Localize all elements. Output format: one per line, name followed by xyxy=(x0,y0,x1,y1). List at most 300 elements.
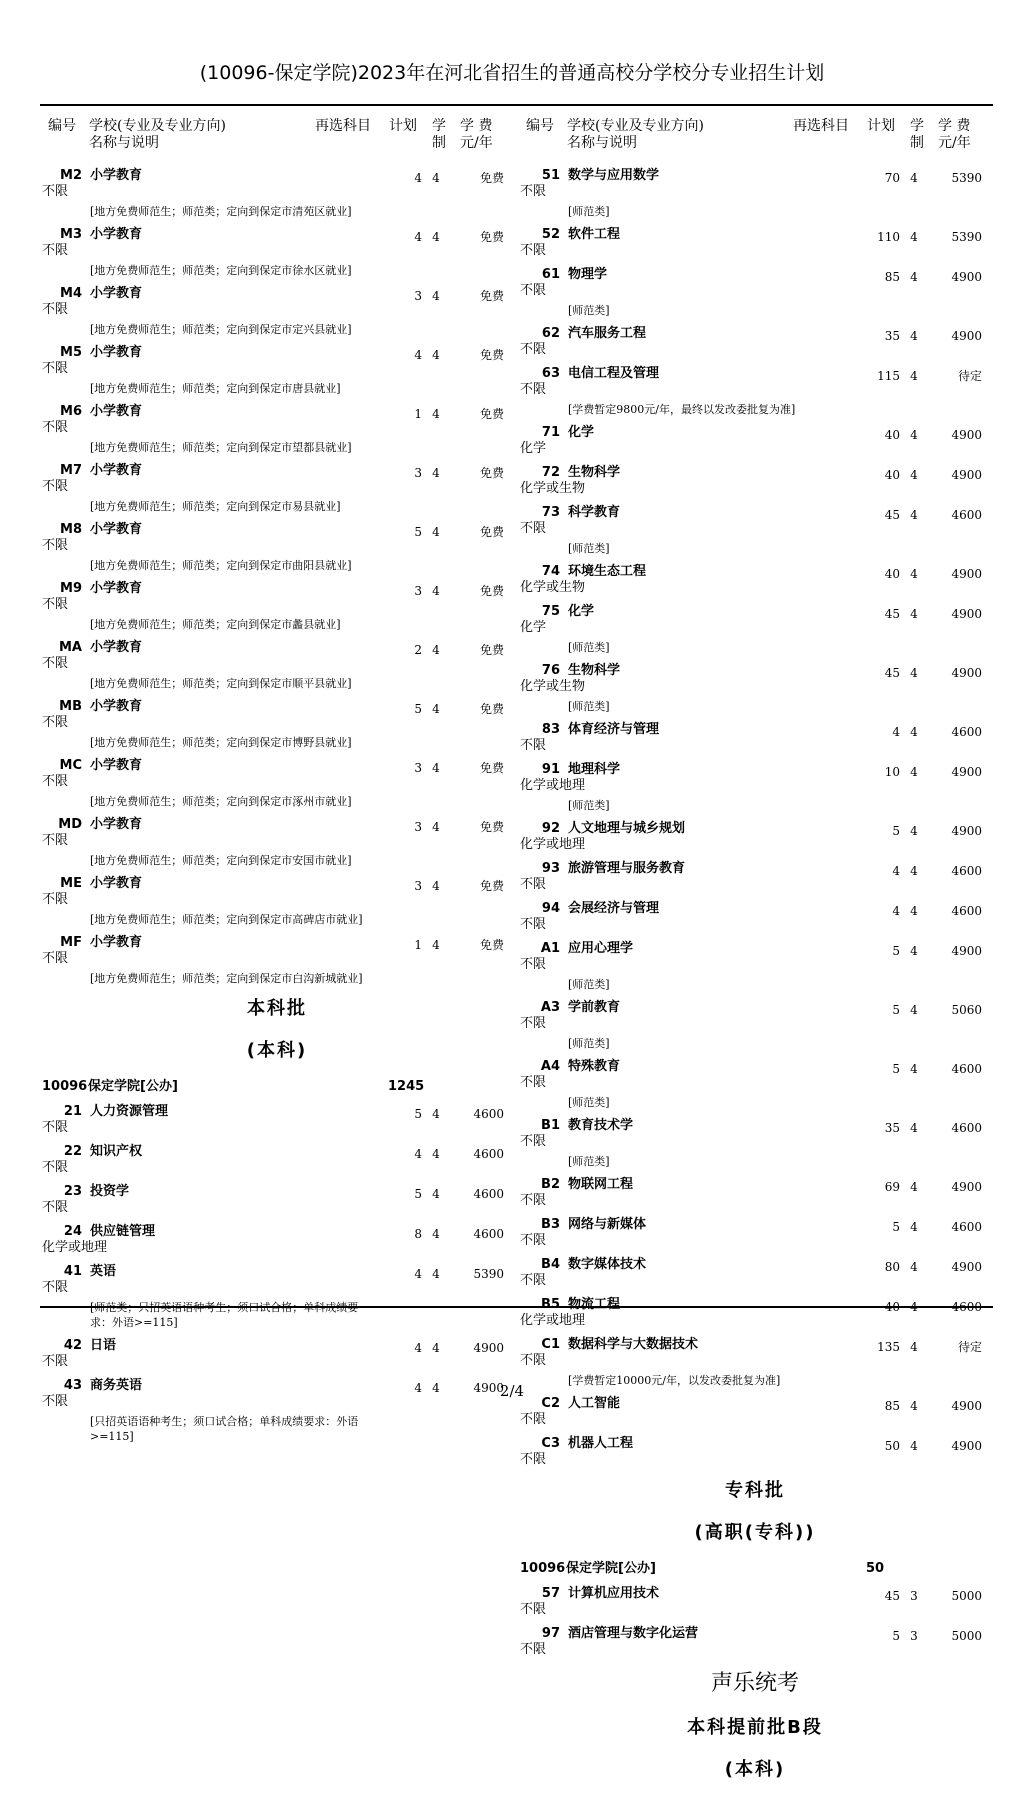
subject-requirement: 不限 xyxy=(520,1193,547,1208)
plan-count: 85 xyxy=(884,1399,900,1413)
page-number: 2/4 xyxy=(499,1382,525,1400)
left-column xyxy=(42,114,512,1452)
row-number: B5 xyxy=(541,1297,560,1312)
tuition-fee: 免费 xyxy=(479,702,504,716)
school-years: 4 xyxy=(432,348,440,362)
plan-count: 4 xyxy=(414,1381,422,1395)
tuition-fee: 4900 xyxy=(951,666,982,680)
row-number: M9 xyxy=(60,581,82,596)
subject-requirement: 不限 xyxy=(42,1280,69,1295)
table-row xyxy=(520,465,990,497)
school-years: 4 xyxy=(910,765,918,779)
tuition-fee: 4600 xyxy=(951,1062,982,1076)
row-number: 74 xyxy=(541,564,560,579)
subject-requirement: 不限 xyxy=(520,1075,547,1090)
major-name: 小学教育 xyxy=(90,522,143,537)
plan-count: 4 xyxy=(414,171,422,185)
table-row xyxy=(520,901,990,933)
row-number: A3 xyxy=(540,1000,560,1015)
row-number: 52 xyxy=(541,227,560,242)
tuition-fee: 5000 xyxy=(951,1589,982,1603)
subject-requirement: 不限 xyxy=(520,1353,547,1368)
major-name: 小学教育 xyxy=(90,699,143,714)
tuition-fee: 5390 xyxy=(951,171,982,185)
table-row xyxy=(42,758,512,809)
tuition-fee: 免费 xyxy=(479,584,504,598)
row-number: MF xyxy=(60,935,82,950)
school-years: 4 xyxy=(910,171,918,185)
school-years: 4 xyxy=(432,1381,440,1395)
school-years: 4 xyxy=(432,1107,440,1121)
plan-count: 45 xyxy=(884,1589,900,1603)
school-years: 4 xyxy=(910,944,918,958)
major-name: 商务英语 xyxy=(90,1378,143,1393)
table-row xyxy=(42,168,512,219)
row-number: 76 xyxy=(541,663,560,678)
school-years: 4 xyxy=(910,468,918,482)
plan-count: 5 xyxy=(414,525,422,539)
plan-count: 5 xyxy=(892,1629,900,1643)
major-name: 小学教育 xyxy=(90,286,143,301)
major-note: [师范类] xyxy=(568,978,610,991)
major-note: [师范类] xyxy=(568,542,610,555)
major-name: 日语 xyxy=(90,1338,117,1353)
subject-requirement: 化学 xyxy=(520,620,547,635)
school-years: 4 xyxy=(432,289,440,303)
subject-requirement: 不限 xyxy=(42,892,69,907)
major-name: 小学教育 xyxy=(90,227,143,242)
subject-requirement: 不限 xyxy=(42,715,69,730)
major-name: 网络与新媒体 xyxy=(568,1217,647,1232)
institution-total: 50 xyxy=(866,1561,885,1576)
plan-count: 115 xyxy=(877,369,900,383)
row-number: M4 xyxy=(60,286,82,301)
subject-requirement: 不限 xyxy=(520,1273,547,1288)
table-row xyxy=(42,699,512,750)
plan-count: 40 xyxy=(884,567,900,581)
tuition-fee: 4600 xyxy=(951,864,982,878)
major-name: 特殊教育 xyxy=(568,1059,621,1074)
subject-requirement: 不限 xyxy=(520,1233,547,1248)
tuition-fee: 4900 xyxy=(951,1260,982,1274)
major-note: [师范类] xyxy=(568,799,610,812)
plan-count: 80 xyxy=(884,1260,900,1274)
school-years: 4 xyxy=(910,607,918,621)
school-years: 4 xyxy=(432,171,440,185)
subject-requirement: 不限 xyxy=(520,917,547,932)
table-row xyxy=(520,1217,990,1249)
school-years: 4 xyxy=(432,702,440,716)
major-note: [师范类] xyxy=(568,304,610,317)
row-number: 63 xyxy=(541,366,560,381)
plan-count: 4 xyxy=(892,904,900,918)
row-number: M7 xyxy=(60,463,82,478)
plan-count: 4 xyxy=(414,1341,422,1355)
major-note: [地方免费师范生；师范类；定向到保定市蠡县就业] xyxy=(90,618,341,631)
major-name: 地理科学 xyxy=(568,762,621,777)
header-fee: 学 费 元/年 xyxy=(460,118,493,151)
subject-requirement: 不限 xyxy=(520,877,547,892)
plan-count: 70 xyxy=(884,171,900,185)
table-row xyxy=(520,861,990,893)
header-no: 编号 xyxy=(48,118,76,134)
header-no: 编号 xyxy=(526,118,554,134)
plan-count: 10 xyxy=(884,765,900,779)
plan-count: 5 xyxy=(414,1187,422,1201)
subject-requirement: 化学或生物 xyxy=(520,580,586,595)
school-years: 4 xyxy=(432,879,440,893)
subject-requirement: 不限 xyxy=(42,479,69,494)
major-note: [地方免费师范生；师范类；定向到保定市望都县就业] xyxy=(90,441,352,454)
row-number: M8 xyxy=(60,522,82,537)
table-row xyxy=(520,267,990,318)
tuition-fee: 4900 xyxy=(951,765,982,779)
plan-count: 5 xyxy=(892,824,900,838)
tuition-fee: 免费 xyxy=(479,879,504,893)
school-years: 4 xyxy=(432,938,440,952)
table-row xyxy=(42,522,512,573)
row-number: M6 xyxy=(60,404,82,419)
institution-name: 保定学院[公办] xyxy=(88,1079,178,1094)
table-header xyxy=(520,114,990,168)
school-years: 4 xyxy=(432,1187,440,1201)
subject-requirement: 不限 xyxy=(520,1642,547,1657)
major-name: 学前教育 xyxy=(568,1000,621,1015)
school-years: 4 xyxy=(910,1439,918,1453)
subject-requirement: 不限 xyxy=(520,382,547,397)
subject-requirement: 不限 xyxy=(42,420,69,435)
school-years: 4 xyxy=(910,1340,918,1354)
table-row xyxy=(42,1338,512,1370)
major-note: [师范类] xyxy=(568,205,610,218)
plan-count: 1 xyxy=(414,407,422,421)
table-row xyxy=(520,425,990,457)
table-row xyxy=(520,1297,990,1329)
row-number: 75 xyxy=(541,604,560,619)
major-name: 小学教育 xyxy=(90,758,143,773)
table-row xyxy=(520,326,990,358)
institution-code: 10096 xyxy=(42,1079,88,1094)
major-note: [地方免费师范生；师范类；定向到保定市易县就业] xyxy=(90,500,341,513)
tuition-fee: 待定 xyxy=(957,1340,982,1354)
plan-count: 2 xyxy=(414,643,422,657)
plan-count: 3 xyxy=(414,879,422,893)
plan-count: 45 xyxy=(884,666,900,680)
table-row xyxy=(42,1144,512,1176)
subject-requirement: 不限 xyxy=(520,1452,547,1467)
table-row xyxy=(42,227,512,278)
tuition-fee: 4600 xyxy=(473,1107,504,1121)
batch-type: (本科) xyxy=(724,1759,786,1780)
row-number: 93 xyxy=(541,861,560,876)
major-note: [师范类] xyxy=(568,700,610,713)
table-row xyxy=(520,1586,990,1618)
row-number: 43 xyxy=(63,1378,82,1393)
major-name: 生物科学 xyxy=(568,663,621,678)
major-name: 软件工程 xyxy=(568,227,621,242)
plan-count: 8 xyxy=(414,1227,422,1241)
school-years: 4 xyxy=(910,1121,918,1135)
school-years: 3 xyxy=(910,1629,918,1643)
row-number: 91 xyxy=(541,762,560,777)
table-row xyxy=(42,1104,512,1136)
table-row xyxy=(42,876,512,927)
tuition-fee: 免费 xyxy=(479,466,504,480)
subject-requirement: 不限 xyxy=(520,957,547,972)
plan-count: 5 xyxy=(414,1107,422,1121)
subject-requirement: 不限 xyxy=(42,597,69,612)
table-row xyxy=(520,1337,990,1388)
bottom-rule xyxy=(40,1306,993,1308)
major-note: [只招英语语种考生；须口试合格；单科成绩要求：外语>=115] xyxy=(90,1415,359,1443)
school-years: 4 xyxy=(910,1180,918,1194)
plan-count: 45 xyxy=(884,607,900,621)
tuition-fee: 免费 xyxy=(479,171,504,185)
tuition-fee: 4900 xyxy=(951,270,982,284)
table-row xyxy=(520,1396,990,1428)
table-row xyxy=(42,404,512,455)
table-row xyxy=(520,821,990,853)
table-row xyxy=(520,366,990,417)
major-name: 供应链管理 xyxy=(90,1224,156,1239)
school-years: 4 xyxy=(910,1399,918,1413)
plan-count: 5 xyxy=(892,1220,900,1234)
major-name: 化学 xyxy=(568,604,595,619)
row-number: A4 xyxy=(540,1059,560,1074)
tuition-fee: 4900 xyxy=(951,824,982,838)
tuition-fee: 4600 xyxy=(951,1121,982,1135)
batch-title: 本科提前批B段 xyxy=(687,1717,823,1738)
plan-count: 110 xyxy=(877,230,900,244)
school-years: 4 xyxy=(432,525,440,539)
plan-count: 35 xyxy=(884,329,900,343)
page-title: (10096-保定学院)2023年在河北省招生的普通高校分学校分专业招生计划 xyxy=(199,62,825,84)
plan-count: 135 xyxy=(877,1340,900,1354)
table-row xyxy=(42,1224,512,1256)
subject-requirement: 不限 xyxy=(42,774,69,789)
row-number: 22 xyxy=(63,1144,82,1159)
tuition-fee: 4900 xyxy=(951,1180,982,1194)
major-name: 电信工程及管理 xyxy=(568,366,660,381)
major-name: 计算机应用技术 xyxy=(568,1586,660,1601)
major-name: 会展经济与管理 xyxy=(568,901,660,916)
row-number: MC xyxy=(59,758,82,773)
major-name: 环境生态工程 xyxy=(568,564,647,579)
school-years: 4 xyxy=(910,864,918,878)
row-number: A1 xyxy=(540,941,560,956)
major-note: [地方免费师范生；师范类；定向到保定市曲阳县就业] xyxy=(90,559,352,572)
school-years: 4 xyxy=(432,1147,440,1161)
major-note: [地方免费师范生；师范类；定向到保定市博野县就业] xyxy=(90,736,352,749)
major-note: [学费暂定10000元/年，以发改委批复为准] xyxy=(568,1374,781,1387)
row-number: B1 xyxy=(541,1118,560,1133)
school-years: 4 xyxy=(910,369,918,383)
plan-count: 3 xyxy=(414,584,422,598)
header-plan: 计划 xyxy=(867,118,895,134)
row-number: 94 xyxy=(541,901,560,916)
major-name: 旅游管理与服务教育 xyxy=(568,861,686,876)
plan-count: 3 xyxy=(414,466,422,480)
row-number: 41 xyxy=(63,1264,82,1279)
plan-count: 5 xyxy=(892,1003,900,1017)
major-note: [地方免费师范生；师范类；定向到保定市高碑店市就业] xyxy=(90,913,363,926)
major-name: 物流工程 xyxy=(568,1297,621,1312)
major-name: 体育经济与管理 xyxy=(568,722,660,737)
row-number: B2 xyxy=(541,1177,560,1192)
tuition-fee: 4600 xyxy=(951,1220,982,1234)
tuition-fee: 免费 xyxy=(479,938,504,952)
plan-count: 4 xyxy=(892,864,900,878)
subject-requirement: 不限 xyxy=(520,1016,547,1031)
tuition-fee: 免费 xyxy=(479,820,504,834)
subject-requirement: 不限 xyxy=(42,243,69,258)
row-number: 51 xyxy=(541,168,560,183)
table-row xyxy=(42,286,512,337)
subject-requirement: 化学 xyxy=(520,441,547,456)
plan-count: 3 xyxy=(414,820,422,834)
school-years: 4 xyxy=(910,824,918,838)
major-name: 人力资源管理 xyxy=(90,1104,169,1119)
major-name: 小学教育 xyxy=(90,168,143,183)
table-row xyxy=(42,640,512,691)
table-row xyxy=(520,663,990,714)
subject-requirement: 化学或地理 xyxy=(520,837,586,852)
school-years: 4 xyxy=(910,1220,918,1234)
plan-count: 50 xyxy=(884,1439,900,1453)
major-name: 汽车服务工程 xyxy=(568,326,647,341)
major-name: 人文地理与城乡规划 xyxy=(568,821,686,836)
tuition-fee: 免费 xyxy=(479,761,504,775)
row-number: 24 xyxy=(63,1224,82,1239)
row-number: 97 xyxy=(541,1626,560,1641)
major-name: 数学与应用数学 xyxy=(568,168,660,183)
school-years: 4 xyxy=(910,270,918,284)
school-years: 4 xyxy=(910,904,918,918)
school-years: 4 xyxy=(432,466,440,480)
row-number: C3 xyxy=(541,1436,560,1451)
tuition-fee: 4600 xyxy=(951,725,982,739)
tuition-fee: 免费 xyxy=(479,289,504,303)
plan-count: 45 xyxy=(884,508,900,522)
tuition-fee: 4900 xyxy=(473,1381,504,1395)
tuition-fee: 免费 xyxy=(479,348,504,362)
major-note: [地方免费师范生；师范类；定向到保定市安国市就业] xyxy=(90,854,352,867)
major-note: [地方免费师范生；师范类；定向到保定市徐水区就业] xyxy=(90,264,352,277)
school-years: 4 xyxy=(910,230,918,244)
subject-requirement: 不限 xyxy=(42,1394,69,1409)
subject-requirement: 化学或生物 xyxy=(520,679,586,694)
row-number: MA xyxy=(59,640,82,655)
right-rows xyxy=(520,168,990,1468)
subject-requirement: 不限 xyxy=(42,1120,69,1135)
major-note: [师范类；只招英语语种考生；须口试合格；单科成绩要求：外语>=115] xyxy=(90,1301,359,1329)
subject-requirement: 不限 xyxy=(42,656,69,671)
row-number: 72 xyxy=(541,465,560,480)
table-row xyxy=(42,817,512,868)
header-school: 学校(专业及专业方向) 名称与说明 xyxy=(89,118,226,151)
tuition-fee: 4900 xyxy=(951,428,982,442)
table-row xyxy=(520,1257,990,1289)
subject-requirement: 化学或地理 xyxy=(520,778,586,793)
school-years: 4 xyxy=(432,407,440,421)
major-name: 小学教育 xyxy=(90,817,143,832)
major-name: 酒店管理与数字化运营 xyxy=(568,1626,699,1641)
major-note: [地方免费师范生；师范类；定向到保定市白沟新城就业] xyxy=(90,972,363,985)
row-number: MB xyxy=(59,699,82,714)
plan-count: 4 xyxy=(414,1267,422,1281)
table-row xyxy=(520,168,990,219)
major-name: 数据科学与大数据技术 xyxy=(568,1337,699,1352)
tuition-fee: 4600 xyxy=(473,1147,504,1161)
row-number: M2 xyxy=(60,168,82,183)
row-number: M3 xyxy=(60,227,82,242)
school-years: 4 xyxy=(432,1341,440,1355)
table-row xyxy=(42,1184,512,1216)
plan-count: 4 xyxy=(892,725,900,739)
major-name: 英语 xyxy=(90,1264,117,1279)
header-subject: 再选科目 xyxy=(793,118,849,134)
major-name: 投资学 xyxy=(90,1184,130,1199)
batch-title: 本科批 xyxy=(247,998,307,1019)
batch-type: (高职(专科)) xyxy=(694,1522,816,1543)
major-note: [学费暂定9800元/年，最终以发改委批复为准] xyxy=(568,403,796,416)
top-rule xyxy=(40,104,993,106)
school-years: 4 xyxy=(432,820,440,834)
table-row xyxy=(520,1436,990,1468)
major-note: [地方免费师范生；师范类；定向到保定市定兴县就业] xyxy=(90,323,352,336)
major-note: [师范类] xyxy=(568,1096,610,1109)
major-name: 生物科学 xyxy=(568,465,621,480)
subject-requirement: 化学或地理 xyxy=(42,1240,108,1255)
row-number: 92 xyxy=(541,821,560,836)
tuition-fee: 4600 xyxy=(473,1227,504,1241)
plan-count: 85 xyxy=(884,270,900,284)
row-number: 71 xyxy=(541,425,560,440)
school-years: 4 xyxy=(432,643,440,657)
subject-requirement: 不限 xyxy=(520,738,547,753)
tuition-fee: 4900 xyxy=(951,1439,982,1453)
plan-count: 40 xyxy=(884,468,900,482)
plan-count: 4 xyxy=(414,348,422,362)
table-row xyxy=(42,1264,512,1330)
tuition-fee: 待定 xyxy=(957,369,982,383)
subject-requirement: 不限 xyxy=(42,184,69,199)
major-name: 小学教育 xyxy=(90,640,143,655)
subject-requirement: 不限 xyxy=(520,521,547,536)
tuition-fee: 4600 xyxy=(951,904,982,918)
major-name: 小学教育 xyxy=(90,463,143,478)
subject-requirement: 不限 xyxy=(520,1602,547,1617)
row-number: B4 xyxy=(541,1257,560,1272)
plan-count: 3 xyxy=(414,761,422,775)
institution-row xyxy=(520,1560,990,1578)
tuition-fee: 4600 xyxy=(951,1300,982,1314)
row-number: 61 xyxy=(541,267,560,282)
school-years: 4 xyxy=(910,329,918,343)
table-row xyxy=(42,935,512,986)
tuition-fee: 4900 xyxy=(951,944,982,958)
school-years: 4 xyxy=(910,666,918,680)
table-row xyxy=(520,941,990,992)
row-number: 21 xyxy=(63,1104,82,1119)
row-number: M5 xyxy=(60,345,82,360)
row-number: 42 xyxy=(63,1338,82,1353)
tuition-fee: 5390 xyxy=(951,230,982,244)
row-number: 57 xyxy=(541,1586,560,1601)
school-years: 4 xyxy=(910,567,918,581)
header-system: 学 制 xyxy=(910,118,924,151)
subject-requirement: 不限 xyxy=(520,342,547,357)
